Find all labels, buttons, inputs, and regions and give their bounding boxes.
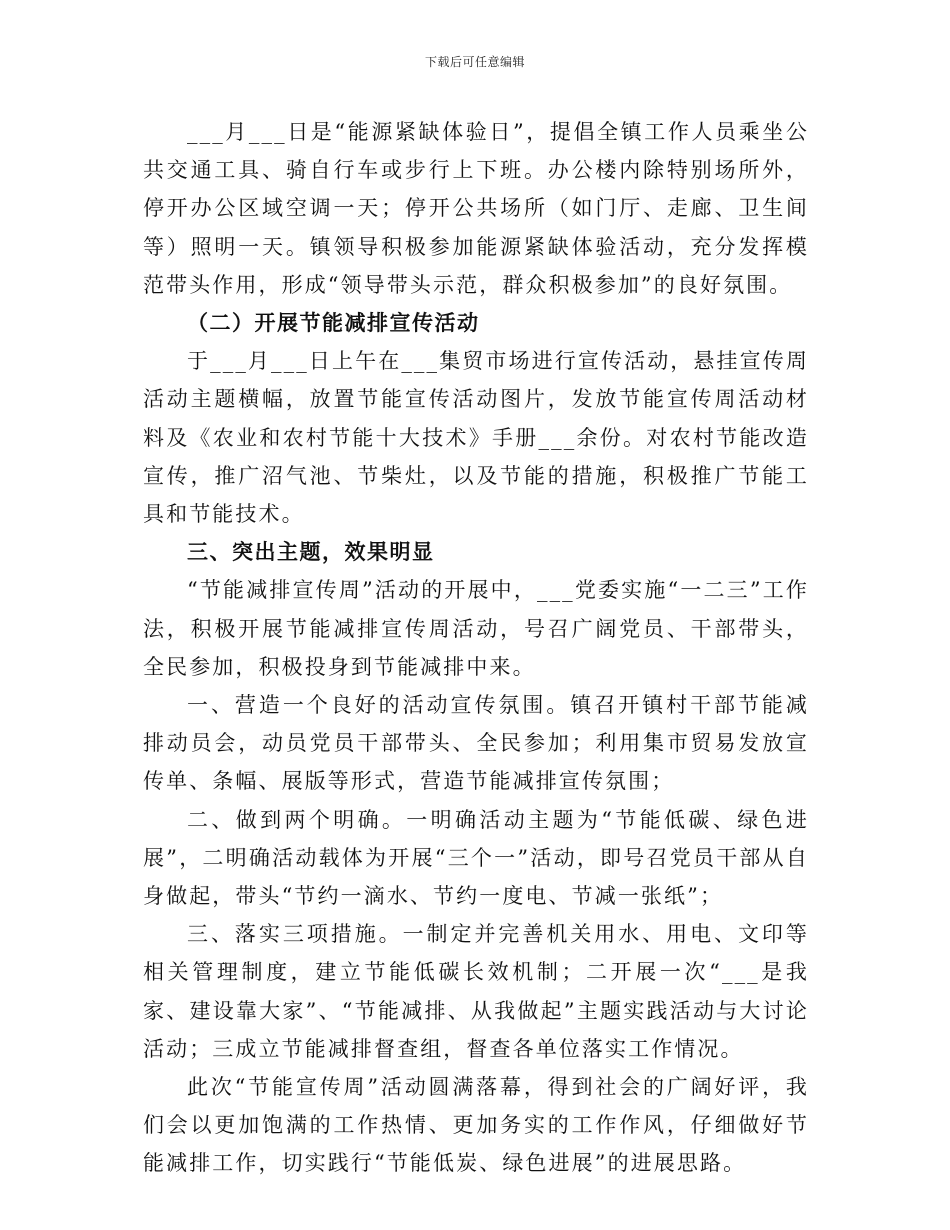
section-heading-theme: 三、突出主题，效果明显 [187, 539, 435, 565]
paragraph-two-clarifications: 二、做到两个明确。一明确活动主题为“节能低碳、绿色进展”，二明确活动载体为开展“三个一”活动，即号召党员干部从自身做起，带头“节约一滴水、节约一度电、节减一张纸”； [143, 807, 809, 909]
page-header: 下载后可任意编辑 [424, 55, 525, 69]
paragraph-market-campaign: 于___月___日上午在___集贸市场进行宣传活动，悬挂宣传周活动主题横幅，放置节能宣传活动图片，发放节能宣传周活动材料及《农业和农村节能十大技术》手册___余份。对农村节能改造宣传，推广沼气池、节柴灶，以及节能的措施，积极推广节能工具和节能技术。 [143, 349, 809, 527]
section-heading-campaign: （二）开展节能减排宣传活动 [187, 310, 480, 336]
paragraph-three-measures: 三、落实三项措施。一制定并完善机关用水、用电、文印等相关管理制度，建立节能低碳长效机制；二开展一次“___是我家、建设靠大家”、“节能减排、从我做起”主题实践活动与大讨论活动；三成立节能减排督查组，督查各单位落实工作情况。 [143, 922, 809, 1061]
paragraph-energy-shortage-day: ___月___日是“能源紧缺体验日”，提倡全镇工作人员乘坐公共交通工具、骑自行车或步行上下班。办公楼内除特别场所外，停开办公区域空调一天；停开公共场所（如门厅、走廊、卫生间等）照明一天。镇领导积极参加能源紧缺体验活动，充分发挥模范带头作用，形成“领导带头示范，群众积极参加”的良好氛围。 [143, 120, 809, 297]
paragraph-party-method: “节能减排宣传周”活动的开展中，___党委实施“一二三”工作法，积极开展节能减排宣传周活动，号召广阔党员、干部带头，全民参加，积极投身到节能减排中来。 [143, 578, 809, 679]
paragraph-conclusion: 此次“节能宣传周”活动圆满落幕，得到社会的广阔好评，我们会以更加饱满的工作热情、更加务实的工作作风，仔细做好节能减排工作，切实践行“节能低炭、绿色进展”的进展思路。 [143, 1075, 809, 1176]
document-body [143, 113, 809, 1183]
paragraph-atmosphere: 一、营造一个良好的活动宣传氛围。镇召开镇村干部节能减排动员会，动员党员干部带头、全民参加；利用集市贸易发放宣传单、条幅、展版等形式，营造节能减排宣传氛围； [143, 693, 809, 794]
